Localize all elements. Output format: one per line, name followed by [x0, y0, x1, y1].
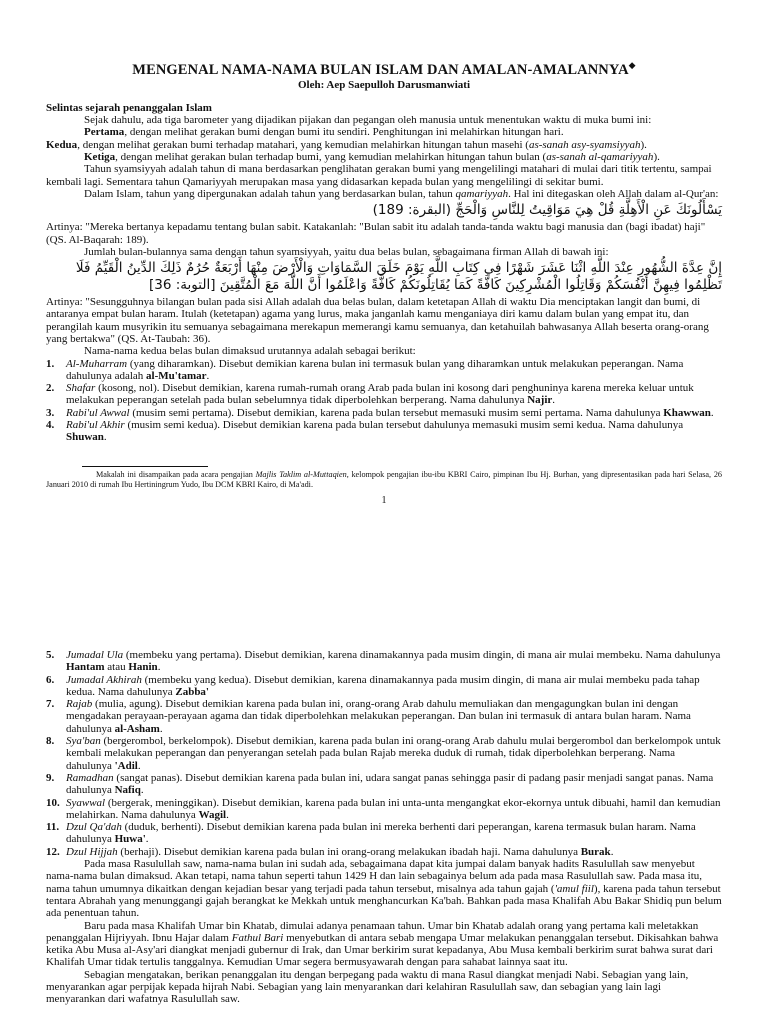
month-item-10: [46, 797, 722, 822]
umar-paragraph: [46, 920, 722, 969]
month-desc: (bergerak, meninggikan). Disebut demikian, karena pada bulan ini unta-unta mengangkat ekor-ekornya untuk dibuahi, hamil dan kemudian melahirkan. Nama dahulunya: [66, 796, 721, 821]
translation-1: Artinya: "Mereka bertanya kepadamu tentang bulan sabit. Katakanlah: "Bulan sabit itu adalah tanda-tanda waktu bagi manusia dan (bagi ibadat) haji" (QS. Al-Baqarah: 189).: [46, 221, 706, 246]
document-title: [46, 56, 722, 79]
month-desc: (duduk, berhenti). Disebut demikian karena pada bulan ini mereka berhenti dari peperangan, karena termasuk bulan haram. Nama dahulunya: [66, 821, 696, 846]
month-number: 2.: [46, 382, 55, 395]
month-desc: (bergerombol, berkelompok). Disebut demikian, karena pada bulan ini orang-orang Arab dahulu mulai bergerombol dan berkelompok untuk kembali melakukan peperangan dan penyerangan setelah pada bulan Rajab mereka duduk di rumah, tidak diperbolehkan berperang. Nama dahulunya: [66, 735, 721, 772]
page-number: 1: [381, 494, 387, 506]
month-old-name: al-Mu'tamar: [146, 369, 207, 382]
month-end: .: [103, 431, 107, 444]
month-name: Syawwal: [66, 796, 106, 809]
month-item-8: [46, 735, 722, 772]
month-list-intro: Nama-nama kedua belas bulan dimaksud urutannya adalah sebagai berikut:: [84, 345, 416, 358]
month-old-name: Shuwan: [66, 431, 104, 444]
month-item-12: [46, 846, 722, 858]
islam-term: qamariyyah: [455, 187, 509, 200]
month-name: Rajab: [66, 698, 93, 711]
second-end: ).: [640, 138, 647, 151]
intro-paragraph: Sejak dahulu, ada tiga barometer yang dijadikan pijakan dan pegangan oleh manusia untuk menentukan waktu di muka bumi ini:: [84, 114, 652, 127]
month-old-name: Najir: [527, 394, 553, 407]
month-name: Al-Muharram: [66, 357, 128, 370]
month-name: Dzul Hijjah: [66, 845, 118, 858]
month-desc: (mulia, agung). Disebut demikian karena pada bulan ini, orang-orang Arab dahulu memuliakan dan mengagungkan bulan ini dengan mengadakan perayaan-perayaan agama dan tidak diperbolehkan melakukan peperangan. Dan bulan ini termasuk di antara bulan haram. Nama dahulunya: [66, 698, 691, 735]
umar-term: Fathul Bari: [231, 931, 284, 944]
month-old-name: Burak: [580, 845, 611, 858]
month-old-name: Huwa': [114, 833, 146, 846]
month-name: Rabi'ul Akhir: [66, 419, 125, 432]
month-number: 7.: [46, 698, 55, 711]
umar-text-b: menyebutkan di antara sebab mengapa Umar melakukan penanggalan tersebut. Dikisahkan bahwa ketika Abu Musa al-Asy'ari diangkat menjadi gubernur di Irak, dan Umar berkirim surat kepadanya, Abu Musa kembali berkirim surat bahwa surat dari Khalifah Umar tidak tertulis tanggalnya. Kemudian Umar segera bermusyawarah dengan para sahabat lainnya saat itu.: [46, 931, 719, 969]
month-number: 10.: [46, 796, 60, 809]
first-barometer: [46, 126, 722, 138]
section-heading: Selintas sejarah penanggalan Islam: [46, 101, 212, 114]
sebagian-paragraph: Sebagian mengatakan, berikan penanggalan itu dengan berpegang pada waktu di mana Rasul diangkat menjadi Nabi. Sebagian yang lain, menyarankan agar perpijak kepada hijrah Nabi. Sebagian yang lain menyarankan dari kelahiran Rasulullah saw, dan sebagian yang lain lagi menyarankan dari wafatnya Rasulullah saw.: [46, 968, 689, 1006]
month-desc: (kosong, nol). Disebut demikian, karena rumah-rumah orang Arab pada bulan ini kosong dari penghuninya karena mereka keluar untuk melakukan peperangan setelah pada bulan sebelumnya tidak diperbolehkan berperang. Nama dahulunya: [66, 382, 694, 407]
rasul-paragraph: [46, 858, 722, 919]
month-name: Shafar: [66, 382, 96, 395]
month-end: .: [206, 369, 210, 382]
month-item-1: [46, 358, 722, 383]
arabic-verse-2: إِنَّ عِدَّةَ الشُّهُورِ عِنْدَ اللَّهِ اثْنَا عَشَرَ شَهْرًا فِي كِتَابِ اللَّهِ يَوْمَ خَلَقَ السَّمَاوَاتِ وَالْأَرْضَ مِنْهَا أَرْبَعَةٌ حُرُمٌ ذَلِكَ الدِّينُ الْقَيِّمُ فَلَا تَظْلِمُوا فِيهِنَّ أَنْفُسَكُمْ وَقَاتِلُوا الْمُشْرِكِينَ كَافَّةً كَمَا يُقَاتِلُونَكُمْ كَافَّةً وَاعْلَمُوا أَنَّ اللَّهَ مَعَ الْمُتَّقِينَ [التوبة: 36]: [75, 260, 722, 294]
second-term: as-sanah asy-syamsiyyah: [528, 138, 641, 151]
month-old-name: Khawwan: [663, 406, 711, 419]
month-desc: (sangat panas). Disebut demikian karena pada bulan ini, udara sangat panas sehingga pasir di padang pasir menjadi sangat panas. Nama dahulunya: [66, 771, 714, 797]
month-end: .: [552, 394, 556, 407]
month-list-part-1: [46, 358, 722, 444]
month-mid: atau: [104, 661, 129, 674]
month-name: Rabi'ul Awwal: [66, 406, 130, 419]
islam-paragraph: [46, 188, 722, 200]
third-text: , dengan melihat gerakan bulan terhadap bumi, yang kemudian melahirkan hitungan tahun bulan (: [115, 151, 547, 164]
month-end: .: [710, 406, 714, 419]
month-desc: (musim semi kedua). Disebut demikian karena pada bulan tersebut dahulunya memasuki musim semi kedua. Nama dahulunya: [124, 419, 684, 432]
third-term: as-sanah al-qamariyyah: [546, 151, 654, 164]
month-old-name: 'Adil: [114, 759, 138, 772]
rasul-text-b: ), karena pada tahun tersebut tentara Abrahah yang menunggangi gajah berangkat ke Mekkah untuk menghancurkan Ka'bah. Bahkan pada masa Khalifah Abu Bakar Shidiq pun belum ada penentuan tahun.: [46, 882, 722, 920]
month-desc: (berhaji). Disebut demikian karena pada bulan ini orang-orang melakukan ibadah haji. Nama dahulunya: [117, 845, 581, 858]
month-item-6: [46, 674, 722, 699]
month-number: 8.: [46, 735, 55, 748]
month-number: 12.: [46, 845, 60, 858]
footnote-text-b: , kelompok pengajian ibu-ibu KBRI Cairo, pimpinan Ibu Hj. Burhan, yang dipresentasikan pada hari Selasa, 26 Januari 2010 di rumah Ibu Hertiningrum Yudo, Ibu DCM KBRI Kairo, di Ma'adi.: [46, 469, 723, 490]
month-end: .: [145, 833, 149, 846]
third-end: ).: [653, 151, 660, 164]
month-number: 11.: [46, 821, 60, 834]
syamsiyah-paragraph: Tahun syamsiyyah adalah tahun di mana berdasarkan penglihatan gerakan bumi yang mengelilingi matahari di mulai dari titik tertentu, sampai kembali lagi. Sementara tahun Qamariyyah merupakan masa yang didasarkan kepada bulan yang mengelilingi di sekitar bumi.: [46, 163, 712, 188]
month-old-name: Wagil: [198, 808, 227, 821]
month-number: 1.: [46, 357, 55, 370]
month-end: .: [140, 784, 144, 797]
month-number: 9.: [46, 771, 55, 784]
footnote-text-a: Makalah ini disampaikan pada acara pengajian: [96, 469, 256, 479]
month-number: 4.: [46, 419, 55, 432]
page-2-body: [46, 649, 722, 1006]
third-label: Ketiga: [84, 151, 116, 164]
month-number: 6.: [46, 673, 55, 686]
month-item-9: [46, 772, 722, 797]
month-item-5: [46, 649, 722, 674]
month-old-name: Nafiq: [114, 784, 141, 797]
author-line: Oleh: Aep Saepulloh Darusmanwiati: [297, 78, 471, 91]
rasul-term: 'amul fiil: [554, 882, 594, 895]
month-old-name: Hantam: [66, 661, 105, 674]
footnote: [46, 470, 722, 491]
month-desc: (membeku yang kedua). Disebut demikian, karena dinamakannya pada musim dingin, di mana air mulai membeku pada tahap kedua. Nama dahulunya: [66, 673, 700, 698]
footnote-divider: [82, 466, 208, 467]
footnote-italic: Majlis Taklim al-Muttaqien: [255, 469, 347, 479]
month-desc: (membeku yang pertama). Disebut demikian, karena dinamakannya pada musim dingin, di mana air mulai membeku. Nama dahulunya: [123, 649, 721, 661]
month-item-3: [46, 407, 722, 419]
month-list-part-2: [46, 649, 722, 858]
second-barometer: [46, 139, 722, 151]
third-barometer: [46, 151, 722, 163]
month-name: Sya'ban: [66, 735, 101, 748]
islam-text-a: Dalam Islam, tahun yang dipergunakan adalah tahun yang berdasarkan bulan, tahun: [84, 187, 456, 200]
islam-text-b: . Hal ini ditegaskan oleh Allah dalam al-Qur'an:: [508, 187, 719, 200]
month-old-name: Zabba': [175, 685, 209, 698]
month-name: Jumadal Ula: [66, 649, 124, 661]
footnote-marker: ◆: [628, 60, 636, 70]
month-item-7: [46, 698, 722, 735]
page-gap: [0, 582, 768, 644]
jumlah-paragraph: Jumlah bulan-bulannya sama dengan tahun syamsiyyah, yaitu dua belas bulan, sebagaimana firman Allah di bawah ini:: [84, 245, 609, 258]
umar-text-a: Baru pada masa Khalifah Umar bin Khatab, dimulai adanya penamaan tahun. Umar bin Khatab adalah orang yang pertama kali meletakkan penanggalan Hijriyyah. Ibnu Hajar dalam: [46, 919, 699, 944]
month-end: .: [610, 845, 614, 858]
month-name: Ramadhan: [66, 771, 114, 784]
first-text: , dengan melihat gerakan bumi dengan bumi itu sendiri. Penghitungan ini melahirkan hitungan hari.: [124, 126, 564, 139]
title-text: MENGENAL NAMA-NAMA BULAN ISLAM DAN AMALAN-AMALANNYA: [132, 61, 629, 78]
arabic-verse-1: يَسْأَلُونَكَ عَنِ الْأَهِلَّةِ قُلْ هِيَ مَوَاقِيتُ لِلنَّاسِ وَالْحَجِّ (البقرة: 189): [372, 202, 722, 219]
month-number: 3.: [46, 406, 55, 419]
month-item-2: [46, 382, 722, 407]
month-desc: (yang diharamkan). Disebut demikian karena bulan ini termasuk bulan yang diharamkan untuk melakukan peperangan. Nama dahulunya adalah: [66, 357, 684, 382]
month-number: 5.: [46, 649, 55, 661]
document-page-2: [0, 644, 768, 1024]
translation-2: Artinya: "Sesungguhnya bilangan bulan pada sisi Allah adalah dua belas bulan, dalam ketetapan Allah di waktu Dia menciptakan langit dan bumi, di antaranya empat bulan haram. Itulah (ketetapan) agama yang lurus, maka janganlah kamu menganiaya diri kamu dalam bulan yang empat itu, dan perangilah kaum musyrikin itu semuanya sebagaimana merekapun memerangi kamu semuanya, dan ketahuilah bahwasanya Allah beserta orang-orang yang bertakwa" (QS. At-Taubah: 36).: [46, 296, 709, 345]
month-old-name-2: Hanin: [128, 661, 158, 674]
month-name: Dzul Qa'dah: [66, 821, 122, 834]
month-end: .: [137, 759, 141, 772]
month-item-11: [46, 821, 722, 846]
month-desc: (musim semi pertama). Disebut demikian, karena pada bulan tersebut memasuki musim semi pertama. Nama dahulunya: [129, 406, 664, 419]
first-label: Pertama: [84, 126, 125, 139]
month-end: .: [159, 722, 163, 735]
month-item-4: [46, 419, 722, 444]
month-end: .: [226, 808, 229, 821]
month-name: Jumadal Akhirah: [66, 673, 142, 686]
month-end: .: [157, 661, 161, 674]
second-label: Kedua: [46, 138, 78, 151]
rasul-text-a: Pada masa Rasulullah saw, nama-nama bulan ini sudah ada, sebagaimana dapat kita jumpai dalam banyak hadits Rasulullah saw menyebut nama-nama bulan dimaksud. Akan tetapi, nama tahun seperti tahun 1429 H dan lain sebagainya belum ada pada masa Rasulullah saw. Pada masa itu, nama tahun umumnya dikaitkan dengan kejadian besar yang terjadi pada tahun tersebut, misalnya ada tahun gajah (: [46, 858, 703, 895]
month-old-name: al-Asham: [114, 722, 160, 735]
page-1-body: [46, 56, 722, 507]
second-text: , dengan melihat gerakan bumi terhadap matahari, yang kemudian melahirkan hitungan tahun masehi (: [77, 138, 529, 151]
